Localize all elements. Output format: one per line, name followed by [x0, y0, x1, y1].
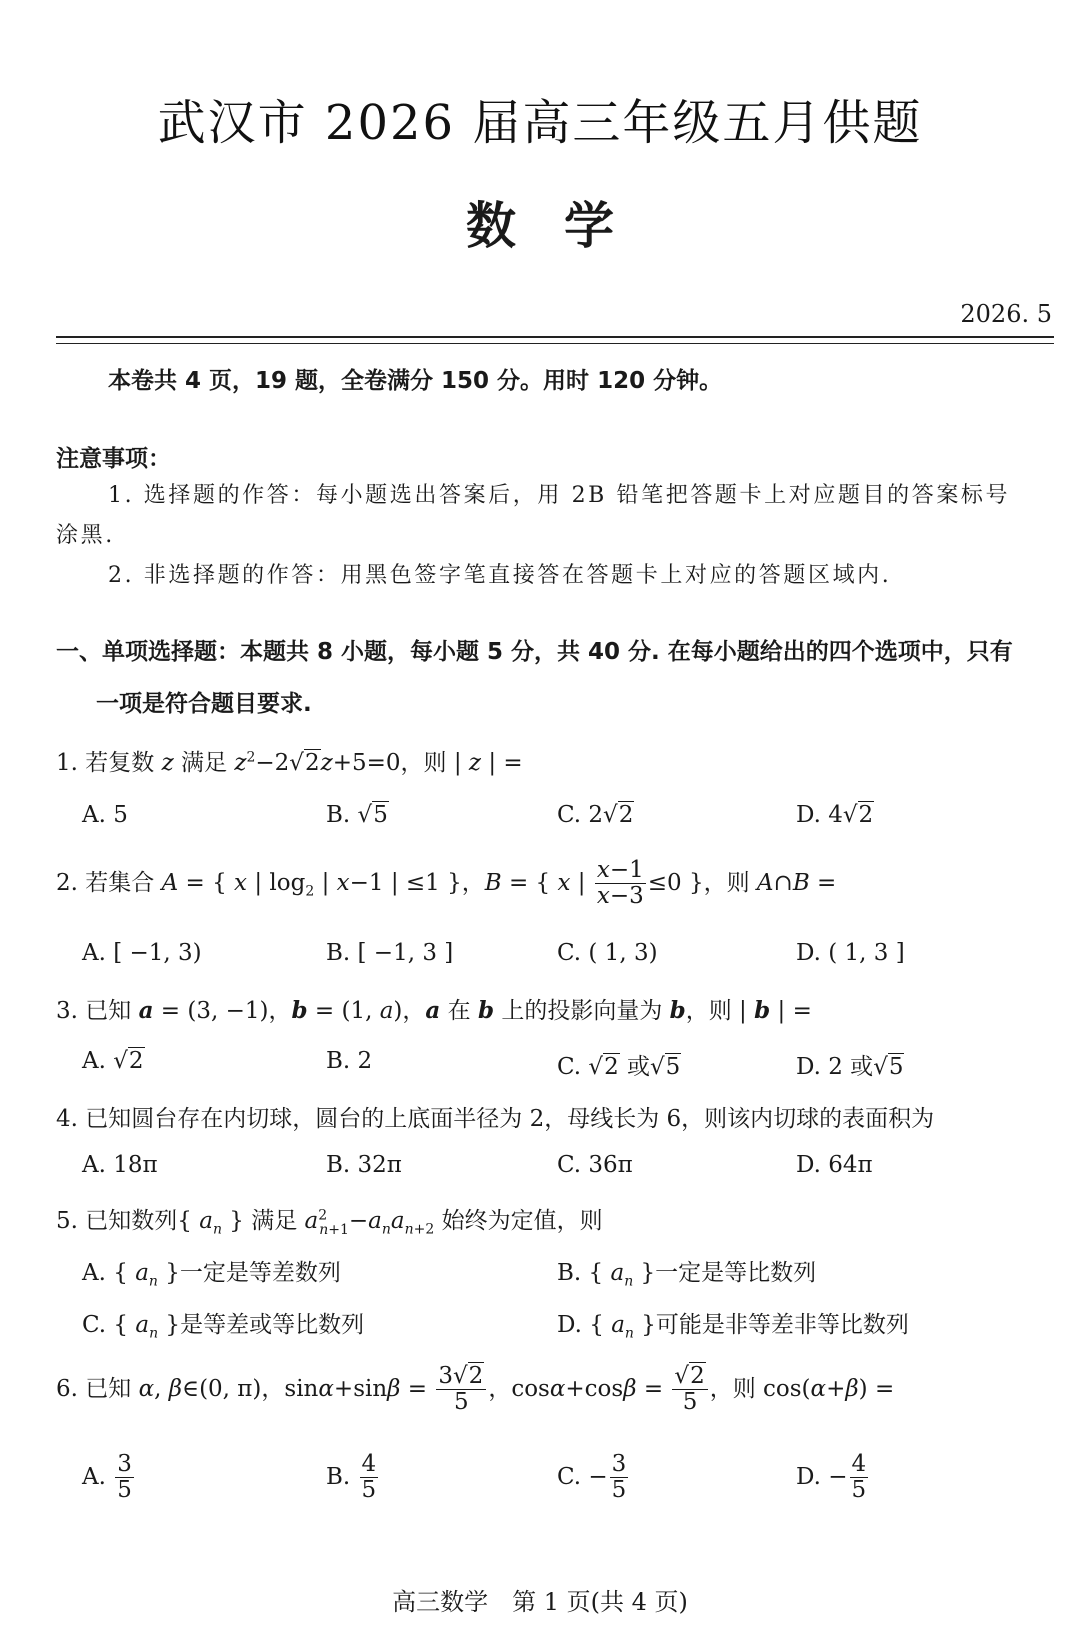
- q6-option-a: A. $\frac{3}{5}$: [82, 1451, 132, 1504]
- section-heading-line2: 一项是符合题目要求.: [96, 691, 312, 717]
- q5-option-d: D. { $a_n$ }可能是非等差非等比数列: [557, 1312, 909, 1342]
- q5-option-b: B. { $a_n$ }一定是等比数列: [557, 1260, 817, 1290]
- section-heading-line1: 一、单项选择题：本题共 8 小题，每小题 5 分，共 40 分. 在每小题给出的四个选项中，只有: [56, 639, 1013, 665]
- q6-option-b: B. $\frac{4}{5}$: [326, 1451, 377, 1504]
- exam-date: 2026. 5: [960, 300, 1052, 328]
- q2-option-d: D. ( 1, 3 ]: [796, 940, 905, 966]
- question-4: 4. 已知圆台存在内切球，圆台的上底面半径为 2，母线长为 6，则该内切球的表面积为: [56, 1106, 935, 1132]
- q4-option-d: D. 64π: [796, 1152, 873, 1178]
- exam-title: 武汉市 2026 届高三年级五月供题: [157, 95, 923, 151]
- q6-option-d: D. − $\frac{4}{5}$: [796, 1451, 867, 1504]
- q1-option-a: A. 5: [82, 802, 128, 828]
- notice-item-1: 1. 选择题的作答：每小题选出答案后，用 2B 铅笔把答题卡上对应题目的答案标号: [108, 483, 1011, 508]
- subject-title: 数学: [466, 197, 662, 255]
- question-6: 6. 已知 α, β∈(0, π)，sinα+sinβ = $\frac{3√2}{5}$ ，cosα+cosβ = $\frac{√2}{5}$ ，则 cos(α+β) =: [56, 1363, 895, 1416]
- question-1: 1. 若复数 z 满足 $z^2-2√2z+5=0$，则 | z | =: [56, 749, 523, 776]
- question-2: 2. 若集合 A = { x | $\log_2$ | x−1 | ≤1 }，B = { x | $\frac{x-1}{x-3}$ ≤0 }，则 A∩B =: [56, 857, 837, 910]
- section-heading: [56, 626, 1056, 730]
- notice-item-2: 2. 非选择题的作答：用黑色签字笔直接答在答题卡上对应的答题区域内.: [108, 563, 892, 588]
- q4-option-c: C. 36π: [557, 1152, 633, 1178]
- page-footer: 高三数学 第 1 页(共 4 页): [392, 1588, 688, 1616]
- q4-option-a: A. 18π: [82, 1152, 158, 1178]
- header-rule: [56, 336, 1054, 338]
- q5-option-a: A. { $a_n$ }一定是等差数列: [82, 1260, 341, 1290]
- question-5: 5. 已知数列{ $a_n$ } 满足 $a^2_{n+1}-a_na_{n+2}$ 始终为定值，则: [56, 1207, 603, 1238]
- notice-heading: 注意事项：: [56, 446, 171, 472]
- q2-option-a: A. [ −1, 3): [82, 940, 202, 966]
- q4-option-b: B. 32π: [326, 1152, 402, 1178]
- q6-option-c: C. − $\frac{3}{5}$: [557, 1451, 627, 1504]
- question-3: 3. 已知 a = (3, −1)，b = (1, a)，a 在 b 上的投影向量为 b，则 | b | =: [56, 997, 812, 1024]
- q1-option-d: D. 4√2: [796, 802, 874, 828]
- q3-option-c: C. √2 或√5: [557, 1054, 681, 1080]
- notice-item-1-cont: 涂黑.: [56, 523, 115, 548]
- q3-option-b: B. 2: [326, 1048, 373, 1074]
- exam-summary: 本卷共 4 页，19 题，全卷满分 150 分。用时 120 分钟。: [108, 368, 723, 394]
- q3-option-a: A. √2: [82, 1048, 144, 1074]
- q5-option-c: C. { $a_n$ }是等差或等比数列: [82, 1312, 365, 1342]
- q3-option-d: D. 2 或√5: [796, 1054, 904, 1080]
- q1-option-c: C. 2√2: [557, 802, 634, 828]
- q2-option-c: C. ( 1, 3): [557, 940, 658, 966]
- q2-option-b: B. [ −1, 3 ]: [326, 940, 454, 966]
- header-rule-thin: [56, 343, 1054, 344]
- q1-option-b: B. √5: [326, 802, 388, 828]
